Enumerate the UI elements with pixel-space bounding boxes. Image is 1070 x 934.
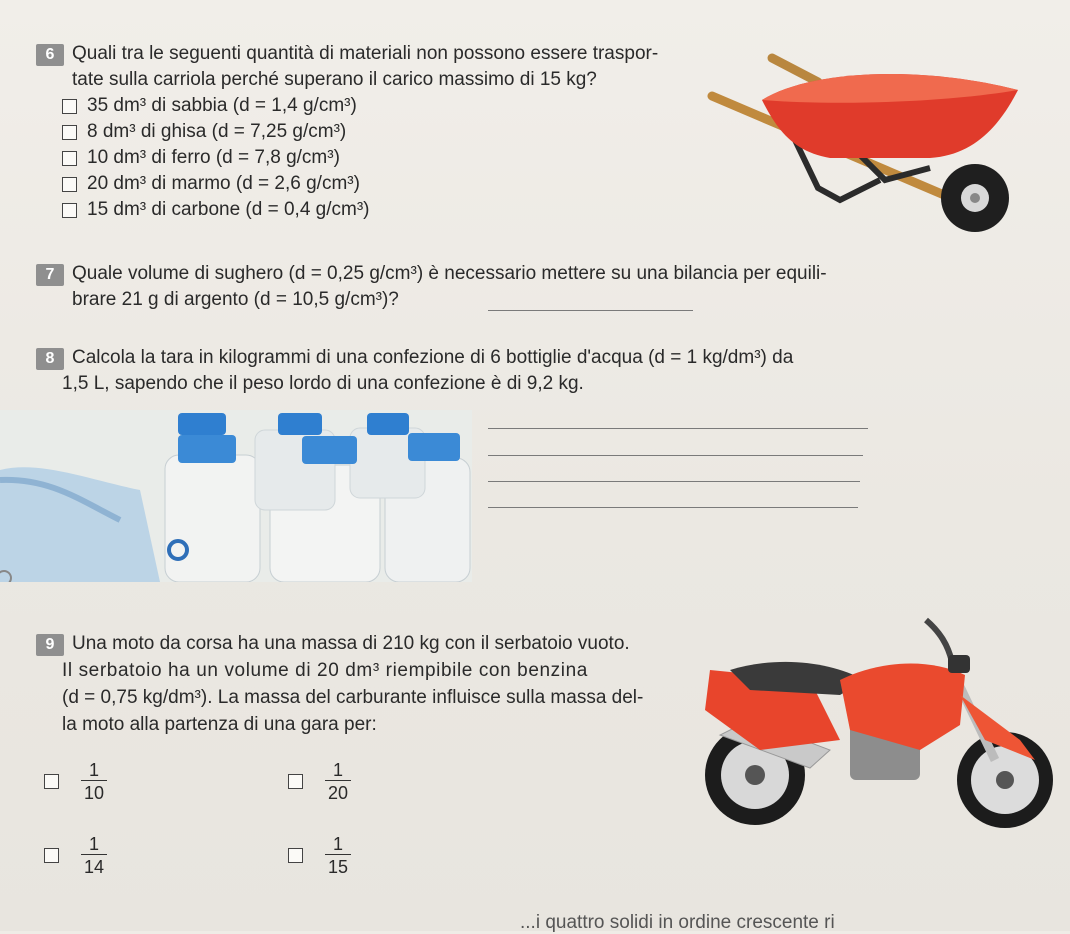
q6-option-ferro[interactable] [62,146,340,170]
option-label: 20 dm³ di marmo (d = 2,6 g/cm³) [87,173,360,194]
q6-option-ghisa[interactable] [62,120,346,144]
q8-answer-line-2[interactable] [488,455,863,456]
fraction: $\frac{1}{10}$ [81,760,107,803]
option-label: 10 dm³ di ferro (d = 7,8 g/cm³) [87,147,340,168]
checkbox[interactable] [44,774,59,789]
fraction: $\frac{1}{15}$ [325,834,351,877]
option-label: 8 dm³ di ghisa (d = 7,25 g/cm³) [87,121,347,142]
q6-option-carbone[interactable] [62,198,370,222]
q6-option-marmo[interactable] [62,172,360,196]
checkbox[interactable] [44,848,59,863]
checkbox[interactable] [62,125,77,140]
checkbox[interactable] [62,203,77,218]
q8-answer-line-4[interactable] [488,507,858,508]
question-8-line1: Calcola la tara in kilogrammi di una confezione di 6 bottiglie d'acqua (d = 1 kg/dm³) da [72,347,794,368]
q7-answer-line[interactable] [488,310,693,311]
question-8-badge: 8 [36,348,64,370]
checkbox[interactable] [62,151,77,166]
q8-answer-line-1[interactable] [488,428,868,429]
question-8-line2: 1,5 L, sapendo che il peso lordo di una confezione è di 9,2 kg. [62,373,584,394]
option-label: 35 dm³ di sabbia (d = 1,4 g/cm³) [87,95,357,116]
question-7-badge: 7 [36,264,64,286]
motorcycle-illustration [690,600,1060,835]
checkbox[interactable] [288,848,303,863]
q9-option-1-15[interactable] [288,834,351,877]
question-9-line2: Il serbatoio ha un volume di 20 dm³ riempibile con benzina [62,660,588,681]
checkbox[interactable] [62,177,77,192]
question-6-line2: tate sulla carriola perché superano il carico massimo di 15 kg? [72,69,597,90]
question-7-line1: Quale volume di sughero (d = 0,25 g/cm³) è necessario mettere su una bilancia per equili- [72,263,827,284]
q8-answer-line-3[interactable] [488,481,860,482]
footer-partial-text: ...i quattro solidi in ordine crescente ri [520,912,835,933]
option-label: 15 dm³ di carbone (d = 0,4 g/cm³) [87,199,370,220]
checkbox[interactable] [288,774,303,789]
wheelbarrow-illustration [700,40,1030,240]
water-bottles-photo [0,410,472,582]
q6-option-sabbia[interactable] [62,94,357,118]
q9-option-1-20[interactable] [288,760,351,803]
question-9-badge: 9 [36,634,64,656]
question-7-line2: brare 21 g di argento (d = 10,5 g/cm³)? [72,289,399,310]
question-6-badge: 6 [36,44,64,66]
question-9-line1: Una moto da corsa ha una massa di 210 kg con il serbatoio vuoto. [72,633,630,654]
question-9-line3: (d = 0,75 kg/dm³). La massa del carburante influisce sulla massa del- [62,687,644,708]
checkbox[interactable] [62,99,77,114]
question-6-line1: Quali tra le seguenti quantità di materiali non possono essere traspor- [72,43,659,64]
question-9-line4: la moto alla partenza di una gara per: [62,714,377,735]
q9-option-1-14[interactable] [44,834,107,877]
fraction: $\frac{1}{20}$ [325,760,351,803]
q9-option-1-10[interactable] [44,760,107,803]
fraction: $\frac{1}{14}$ [81,834,107,877]
